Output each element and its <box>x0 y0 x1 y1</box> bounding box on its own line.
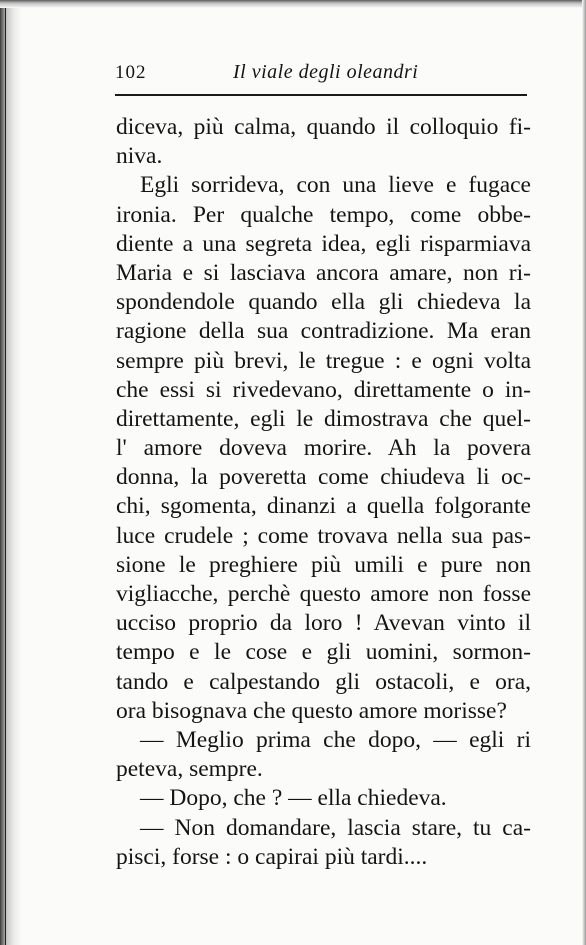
page-number: 102 <box>115 62 147 83</box>
text-line: donna, la poveretta come chiudeva li oc- <box>116 464 531 491</box>
header-rule <box>115 94 527 96</box>
text-line: pisci, forse : o capirai più tardi.... <box>116 843 428 870</box>
dialogue-line: — Dopo, che ? — ella chiedeva. <box>140 785 447 812</box>
page-gutter <box>0 0 22 945</box>
text-line: ucciso proprio da loro ! Avevan vinto il <box>116 610 531 637</box>
text-line: l' amore doveva morire. Ah la povera <box>116 435 531 462</box>
text-line: Maria e si lasciava ancora amare, non ri- <box>116 259 531 286</box>
text-line: sempre più brevi, le tregue : e ogni volta <box>116 347 531 374</box>
body-text <box>116 113 531 872</box>
text-line: peteva, sempre. <box>116 756 263 783</box>
binding-edge <box>5 0 6 945</box>
running-head <box>115 58 525 88</box>
text-line: ora bisognava che questo amore morisse? <box>116 697 507 724</box>
text-line: ironia. Per qualche tempo, come obbe- <box>116 201 531 228</box>
text-line: che essi si rivedevano, direttamente o in- <box>116 376 531 403</box>
text-line: chi, sgomenta, dinanzi a quella folgorante <box>116 493 531 520</box>
dialogue-line: — Meglio prima che dopo, — egli ri <box>140 726 531 753</box>
paragraph-start: Egli sorrideva, con una lieve e fugace <box>140 172 531 199</box>
dialogue-line: — Non domandare, lascia stare, tu ca- <box>140 814 531 841</box>
text-line: tando e calpestando gli ostacoli, e ora, <box>116 668 531 695</box>
text-line: ragione della sua contradizione. Ma eran <box>116 318 531 345</box>
text-line: niva. <box>116 143 163 170</box>
running-title: Il viale degli oleandri <box>233 61 419 83</box>
text-line: spondendole quando ella gli chiedeva la <box>116 289 531 316</box>
right-page-edge <box>582 0 586 945</box>
top-page-edge <box>0 0 586 8</box>
text-line: tempo e le cose e gli uomini, sormon- <box>116 639 531 666</box>
text-line: diceva, più calma, quando il colloquio fi- <box>116 114 531 140</box>
text-line: diente a una segreta idea, egli risparmiava <box>116 230 531 257</box>
text-line: sione le preghiere più umili e pure non <box>116 551 531 578</box>
text-line: direttamente, egli le dimostrava che quel- <box>116 405 531 432</box>
text-line: vigliacche, perchè questo amore non fosse <box>116 581 531 607</box>
text-line: luce crudele ; come trovava nella sua pas- <box>116 522 531 549</box>
